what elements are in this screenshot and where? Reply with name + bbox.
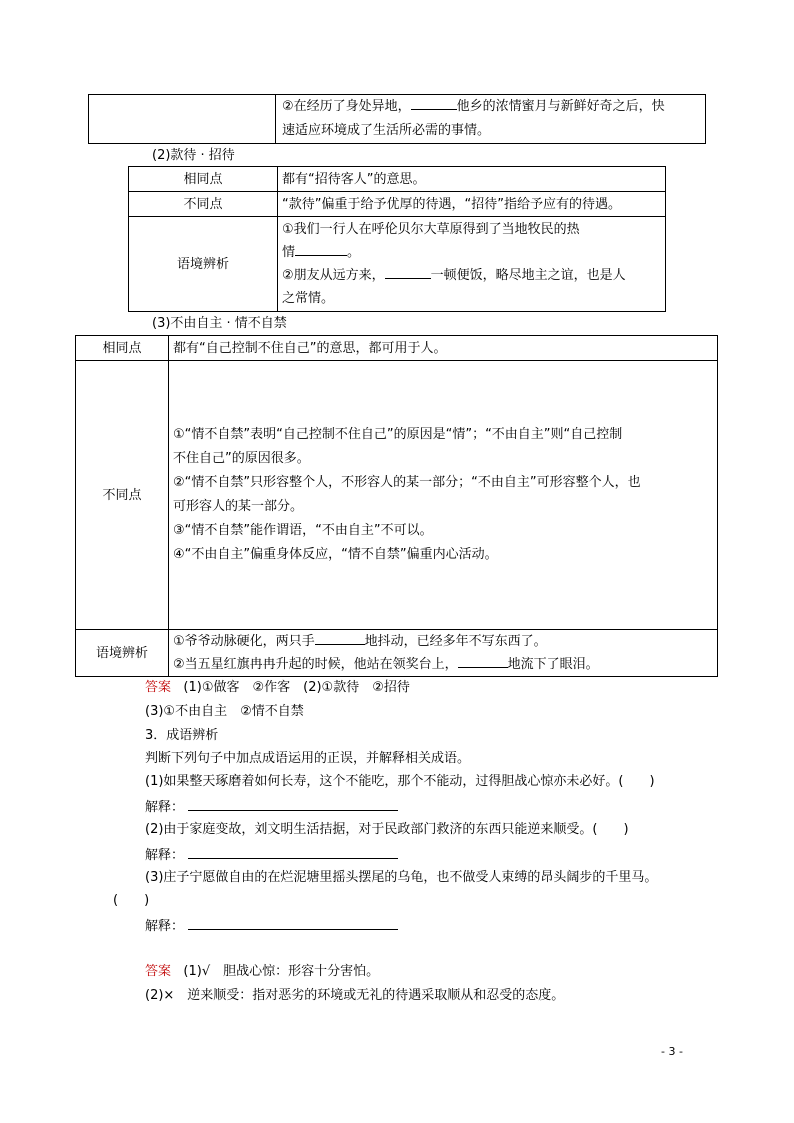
question-3-bracket: ( ) xyxy=(113,893,150,908)
diff-line: 可形容人的某一部分。 xyxy=(173,499,304,514)
table-cell-empty xyxy=(89,95,276,144)
context-text: ①爷爷动脉硬化，两只手 地抖动，已经多年不写东西了。 ②当五星红旗冉冉升起的时候，他站在领奖台上， 地流下了眼泪。 xyxy=(169,630,718,677)
answer-label: 答案 xyxy=(145,964,172,979)
diff-line: ③“情不自禁”能作谓语，“不由自主”不可以。 xyxy=(173,523,433,538)
fill-blank xyxy=(315,630,365,645)
answer-label: 答案 xyxy=(145,680,172,695)
answer-line: 答案 (1)①做客 ②作客 (2)①款待 ②招待 xyxy=(145,680,410,695)
answer-line: (3)①不由自主 ②情不自禁 xyxy=(145,704,304,719)
table-row xyxy=(76,361,718,630)
table-continuation xyxy=(88,94,706,144)
table-row xyxy=(129,217,666,312)
explain-line-1: 解释： xyxy=(145,796,398,818)
same-text: 都有“招待客人”的意思。 xyxy=(278,167,666,192)
table-row xyxy=(129,167,666,192)
question-3: (3)庄子宁愿做自由的在烂泥塘里摇头摆尾的乌龟，也不做受人束缚的昂头阔步的千里马。 xyxy=(145,870,658,885)
diff-line: ④“不由自主”偏重身体反应，“情不自禁”偏重内心活动。 xyxy=(173,547,498,562)
part-title: 3．成语辨析 xyxy=(145,728,219,743)
answer-line: (2)× 逆来顺受：指对恶劣的环境或无礼的待遇采取顺从和忍受的态度。 xyxy=(145,988,565,1003)
explain-line-2: 解释： xyxy=(145,844,398,866)
table-row xyxy=(129,192,666,217)
table-row xyxy=(76,336,718,361)
fill-blank xyxy=(458,653,508,668)
page-number: - 3 - xyxy=(661,1045,683,1058)
answer-underline xyxy=(188,844,398,859)
answer-underline xyxy=(188,915,398,930)
diff-line: 不住自己”的原因很多。 xyxy=(173,451,310,466)
section-heading-3: (3)不由自主 · 情不自禁 xyxy=(152,316,287,331)
table-row xyxy=(89,95,706,144)
label-same: 相同点 xyxy=(76,336,169,361)
diff-line: ②“情不自禁”只形容整个人，不形容人的某一部分；“不由自主”可形容整个人，也 xyxy=(173,475,641,490)
fill-blank xyxy=(295,241,347,256)
explain-line-3: 解释： xyxy=(145,915,398,937)
table-cell-example: ②在经历了身处异地， 他乡的浓情蜜月与新鲜好奇之后，快 速适应环境成了生活所必需的事情。 xyxy=(276,95,706,144)
context-text: ①我们一行人在呼伦贝尔大草原得到了当地牧民的热 情 。 ②朋友从远方来， 一顿便饭，略尽地主之谊，也是人 之常情。 xyxy=(278,217,666,312)
diff-text xyxy=(169,361,718,630)
label-context: 语境辨析 xyxy=(76,630,169,677)
section-heading-2: (2)款待 · 招待 xyxy=(152,148,235,163)
question-1: (1)如果整天琢磨着如何长寿，这个不能吃，那个不能动，过得胆战心惊亦未必好。( ) xyxy=(145,774,655,789)
label-diff: 不同点 xyxy=(76,361,169,630)
table-buyouzizhu-qingbuzijin xyxy=(75,335,718,677)
diff-line: ①“情不自禁”表明“自己控制不住自己”的原因是“情”；“不由自主”则“自己控制 xyxy=(173,427,623,442)
fill-blank xyxy=(411,95,457,110)
label-diff: 不同点 xyxy=(129,192,278,217)
diff-text: “款待”偏重于给予优厚的待遇，“招待”指给予应有的待遇。 xyxy=(278,192,666,217)
part-instruction: 判断下列句子中加点成语运用的正误，并解释相关成语。 xyxy=(145,751,471,766)
label-context: 语境辨析 xyxy=(129,217,278,312)
answer-underline xyxy=(188,796,398,811)
same-text: 都有“自己控制不住自己”的意思，都可用于人。 xyxy=(169,336,718,361)
table-kuandai-zhaodai xyxy=(128,166,666,312)
answer-line: 答案 (1)√ 胆战心惊：形容十分害怕。 xyxy=(145,964,380,979)
table-row xyxy=(76,630,718,677)
label-same: 相同点 xyxy=(129,167,278,192)
question-2: (2)由于家庭变故，刘文明生活拮据，对于民政部门救济的东西只能逆来顺受。( ) xyxy=(145,822,629,837)
fill-blank xyxy=(385,264,431,279)
